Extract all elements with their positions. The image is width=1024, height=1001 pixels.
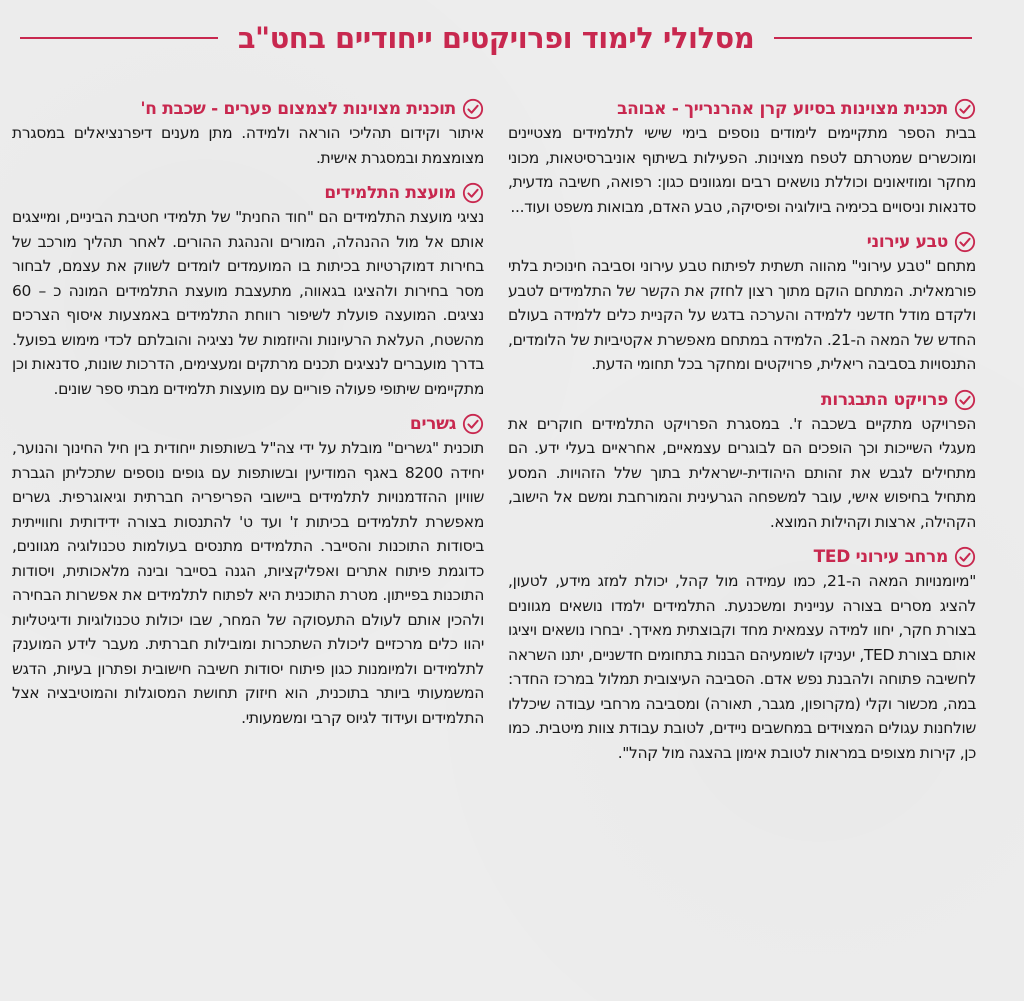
section-gsharim [12,413,484,730]
check-circle-icon [954,389,976,411]
section-header [508,546,976,568]
section-body: הפרויקט מתקיים בשכבה ז'. במסגרת הפרויקט התלמידים חוקרים את מעגלי השייכות וכך הופכים הם לבוגרים עצמאיים, אחראיים בעלי ידע. הם מתחילים לגבש את זהותם היהודית-ישראלית בתוך שלל הזהויות. המסע מתחיל בחיפוש אישי, עובר למשפחה הגרעינית והמורחבת ומשם אל הישוב, הקהילה, ארצות וקהילות המוצא. [508,414,976,531]
page-title: מסלולי לימוד ופרויקטים ייחודיים בחט"ב [237,21,755,55]
section-gap-reduction [12,98,484,170]
section-header [508,231,976,253]
check-circle-icon [954,98,976,120]
right-column [508,98,976,777]
check-circle-icon [462,98,484,120]
section-excellence-ehrenreich [508,98,976,219]
section-title: פרויקט התבגרות [821,389,948,410]
section-body: תוכנית "גשרים" מובלת על ידי צה"ל בשותפות ייחודית בין חיל החינוך והנוער, יחידה 8200 באגף המודיעין ובשותפות עם גופים נוספים שתכליתן הגברת שוויון ההזדמנויות לתלמידים ביישובי הפריפריה חברתית וגיאוגרפית. גשרים מאפשרת לתלמידים בכיתות ז' ועד ט' להתנסות בצורה ידידותית וחווייתית ביסודות התוכנות והסייבר. התלמידים מתנסים בעולמות טכנולוגיה מגוונים, כדוגמת פיתוח אתרים ואפליקציות, הגנה בסייבר ובינה מלאכותית, ויסודות התוכנות בפייתון. מטרת התוכנית היא לפתוח לתלמידים את אפשרות הבחירה ולהכין אותם לעולם התעסוקה של המחר, שבו יכולות טכנולוגיות ודיגיטליות יהוו כלים מרכזיים ליכולת השתכרות ומובילות חברתית. מעבר לידע המוענק לתלמידים ולמיומנות כגון פיתוח יסודות חשיבה חישובית ופתרון בעיות, הדגש המשמעותי ביותר בתוכנית, הוא חיזוק תחושת המסוגלות והמוטיבציה אצל התלמידים ועידוד לגיוס קרבי ומשמעותי. [12,439,484,727]
title-divider-right [774,37,972,39]
section-body: נציגי מועצת התלמידים הם "חוד החנית" של תלמידי חטיבת הביניים, ומייצגים אותם אל מול ההנהלה, המורים והנהגת ההורים. לאחר תהליך מורכב של בחירות דמוקרטיות בכיתות בו המועמדים לומדים לשווק את עצמם, לבחור מסר בחירות ולהציגו בגאווה, מתעצבת מועצת התלמידים המונה כ – 60 נציגים. המועצה פועלת לשיפור רווחת התלמידים באמצעות איסוף הצרכים מהשטח, העלאת הרעיונות והיוזמות של נציגיה והובלתם לכדי מימוש בפועל. בדרך מועברים לנציגים תכנים מרתקים ומעצימים, הדרכות שונות, סדנאות וכן מתקיימים שיתופי פעולה פוריים עם מועצות תלמידים מבתי ספר שונים. [12,208,484,398]
check-circle-icon [954,231,976,253]
section-title: טבע עירוני [866,232,948,252]
section-title: מרחב עירוני TED [813,547,948,567]
section-title: תוכנית מצוינות לצמצום פערים - שכבת ח' [140,99,456,119]
section-title: מועצת התלמידים [324,183,456,203]
left-column [12,98,484,742]
section-header [508,98,976,120]
section-body: בבית הספר מתקיימים לימודים נוספים בימי שישי לתלמידים מצטיינים ומוכשרים שמטרתם לטפח מצוינות. הפעילות בשיתוף אוניברסיטאות, מכוני מחקר ומוזיאונים וכוללת נושאים רבים ומגוונים כגון: רפואה, חשיבה מדעית, סדנאות וניסויים בכימיה ביולוגיה ופיסיקה, טבע האדם, מבואות משפט ועוד... [508,124,976,216]
section-body: איתור וקידום תהליכי הוראה ולמידה. מתן מענים דיפרנציאלים במסגרת מצומצמת ובמסגרת אישית. [12,124,484,167]
title-row [20,12,972,64]
check-circle-icon [462,182,484,204]
check-circle-icon [462,413,484,435]
title-divider-left [20,37,218,39]
section-body: "מיומנויות המאה ה-21, כמו עמידה מול קהל, יכולת למזג מידע, לטעון, להציג מסרים בצורה עניינית ומשכנעת. התלמידים ילמדו נושאים מגוונים בצורת חקר, יחוו למידה עצמאית מחד וקבוצתית מאידך. יבחרו נושאים ויציגו אותם בצורת TED, יעניקו לשומעיהם הבנות בתחומים חדשניים, יתנו השראה לחשיבה פתוחה ולהבנת נפש אדם. הסביבה העיצובית תמלול במרכז החדר: במה, מכשור וקלי (מקרופון, מגבר, תאורה) ומסביבה מרחבי עבודה שיכללו שולחנות עגולים המצוידים במחשבים ניידים, לטובת עבודת צוות מיטבית. כמו כן, קירות מצופים במראות לטובת אימון בהצגה מול קהל". [508,572,976,762]
section-header [12,182,484,204]
check-circle-icon [954,546,976,568]
section-urban-nature [508,231,976,377]
section-maturity-project [508,389,976,535]
section-title: תכנית מצוינות בסיוע קרן אהרנרייך - אבוהב [617,99,948,119]
section-student-council [12,182,484,401]
section-body: מתחם "טבע עירוני" מהווה תשתית לפיתוח טבע עירוני וסביבה חינוכית בלתי פורמאלית. המתחם הוקם מתוך רצון לחזק את הקשר של התלמידים לטבע ולקדם מודל חדשני ללמידה והערכה בדגש על הקניית כלים ללמידה בעולם החדש של המאה ה-21. הלמידה במתחם מאפשרת אקטיביות של הלומדים, התנסויות בסביבה ריאלית, פרויקטים ומחקר בכל תחומי הדעת. [508,257,976,373]
section-header [12,98,484,120]
section-header [508,389,976,411]
section-header [12,413,484,435]
section-title: גשרים [409,414,456,434]
section-ted-urban-space [508,546,976,765]
